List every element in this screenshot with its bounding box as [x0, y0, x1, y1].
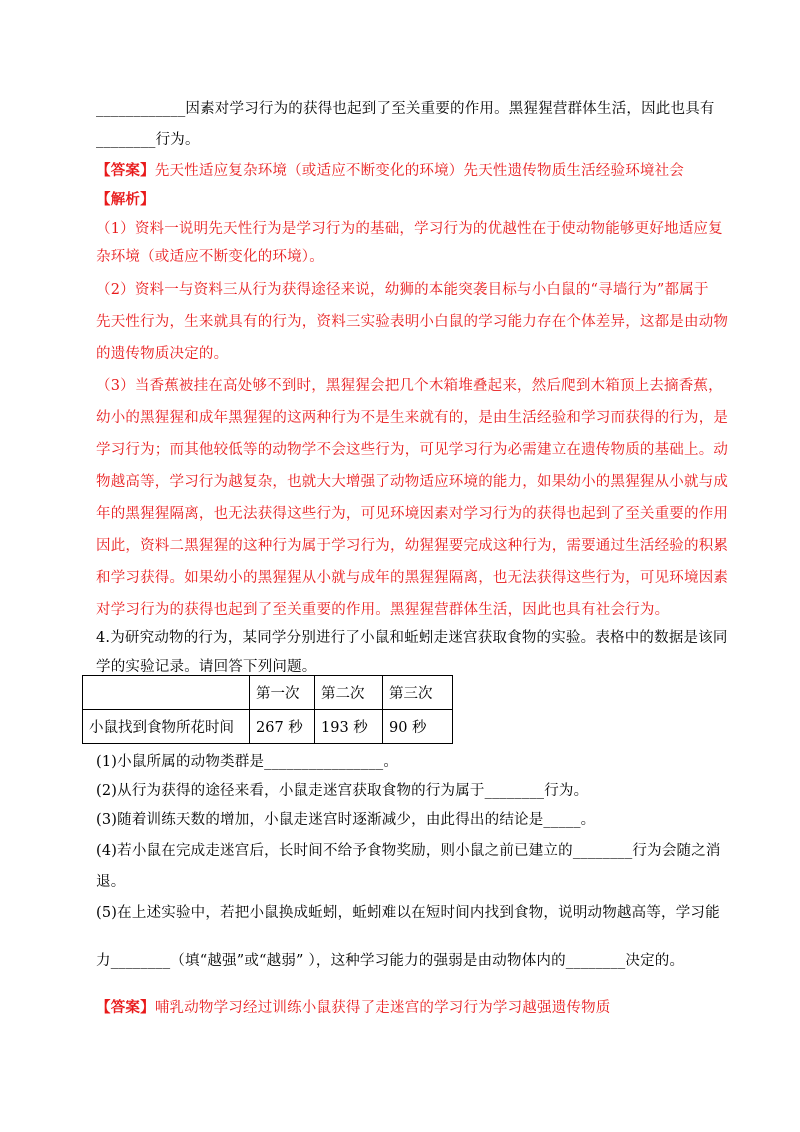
table-header-cell: 第一次: [250, 676, 315, 710]
answer-text: 哺乳动物学习经过训练小鼠获得了走迷宫的学习行为学习越强遗传物质: [154, 1000, 611, 1016]
answer-line: [96, 159, 716, 180]
question-stem-line: 学的实验记录。请回答下列问题。: [96, 659, 317, 675]
table-header-cell: 第二次: [315, 676, 383, 710]
analysis-line: 的遗传物质决定的。: [96, 346, 229, 362]
table-cell: 267 秒: [250, 710, 315, 744]
sub-question-line: 力________（填“越强”或“越弱” ），这种学习能力的强弱是由动物体内的________决定的。: [96, 953, 685, 969]
sub-question-line: (1)小鼠所属的动物类群是________________。: [96, 754, 399, 770]
analysis-line: （2）资料一与资料三从行为获得途径来说，幼狮的本能突袭目标与小白鼠的“寻墙行为”都属于: [96, 282, 709, 298]
text-line: ____________因素对学习行为的获得也起到了至关重要的作用。黑猩猩营群体生活，因此也具有: [96, 101, 715, 117]
table-cell: 小鼠找到食物所花时间: [83, 710, 250, 744]
table-header-row: [83, 676, 453, 710]
analysis-line: 年的黑猩猩隔离，也无法获得这些行为，可见环境因素对学习行为的获得也起到了至关重要的作用: [96, 506, 729, 522]
analysis-line: 和学习获得。如果幼小的黑猩猩从小就与成年的黑猩猩隔离，也无法获得这些行为，可见环境因素: [96, 570, 729, 586]
question-stem-line: 4.为研究动物的行为，某同学分别进行了小鼠和蚯蚓走迷宫获取食物的实验。表格中的数据是该同: [96, 630, 728, 646]
analysis-line: 先天性行为，生来就具有的行为，资料三实验表明小白鼠的学习能力存在个体差异，这都是由动物: [96, 314, 729, 330]
answer-label: 【答案】: [96, 162, 155, 179]
table-cell: 90 秒: [383, 710, 453, 744]
answer-line: [96, 996, 716, 1017]
table-header-cell: [83, 676, 250, 710]
analysis-line: （1）资料一说明先天性行为是学习行为的基础，学习行为的优越性在于使动物能够更好地适应复: [96, 221, 723, 237]
table-cell: 193 秒: [315, 710, 383, 744]
analysis-line: 因此，资料二黑猩猩的这种行为属于学习行为，幼猩猩要完成这种行为，需要通过生活经验的积累: [96, 538, 729, 554]
analysis-line: 对学习行为的获得也起到了至关重要的作用。黑猩猩营群体生活，因此也具有社会行为。: [96, 602, 670, 618]
analysis-line: 杂环境（或适应不断变化的环境）。: [96, 249, 324, 265]
experiment-table: [82, 675, 453, 744]
answer-label: 【答案】: [96, 999, 155, 1016]
analysis-label: 【解析】: [96, 191, 155, 208]
sub-question-line: 退。: [96, 874, 126, 890]
sub-question-line: (3)随着训练天数的增加，小鼠走迷宫时逐渐减少，由此得出的结论是_____。: [96, 812, 596, 828]
sub-question-line: (2)从行为获得的途径来看，小鼠走迷宫获取食物的行为属于________行为。: [96, 783, 589, 799]
analysis-line: 幼小的黑猩猩和成年黑猩猩的这两种行为不是生来就有的，是由生活经验和学习而获得的行为，是: [96, 410, 729, 426]
table-row: [83, 710, 453, 744]
sub-question-line: (4)若小鼠在完成走迷宫后，长时间不给予食物奖励，则小鼠之前已建立的________行为会随之消: [96, 843, 721, 859]
analysis-line: 学习行为；而其他较低等的动物学不会这些行为，可见学习行为必需建立在遗传物质的基础上。动: [96, 442, 729, 458]
table-header-cell: 第三次: [383, 676, 453, 710]
answer-text: 先天性适应复杂环境（或适应不断变化的环境）先天性遗传物质生活经验环境社会: [154, 163, 685, 179]
analysis-line: （3）当香蕉被挂在高处够不到时，黑猩猩会把几个木箱堆叠起来，然后爬到木箱顶上去摘香蕉，: [96, 378, 723, 394]
text-line: ________行为。: [96, 132, 200, 148]
sub-question-line: (5)在上述实验中，若把小鼠换成蚯蚓，蚯蚓难以在短时间内找到食物，说明动物越高等，学习能: [96, 905, 720, 921]
analysis-line: 物越高等，学习行为越复杂，也就大大增强了动物适应环境的能力，如果幼小的黑猩猩从小就与成: [96, 474, 729, 490]
